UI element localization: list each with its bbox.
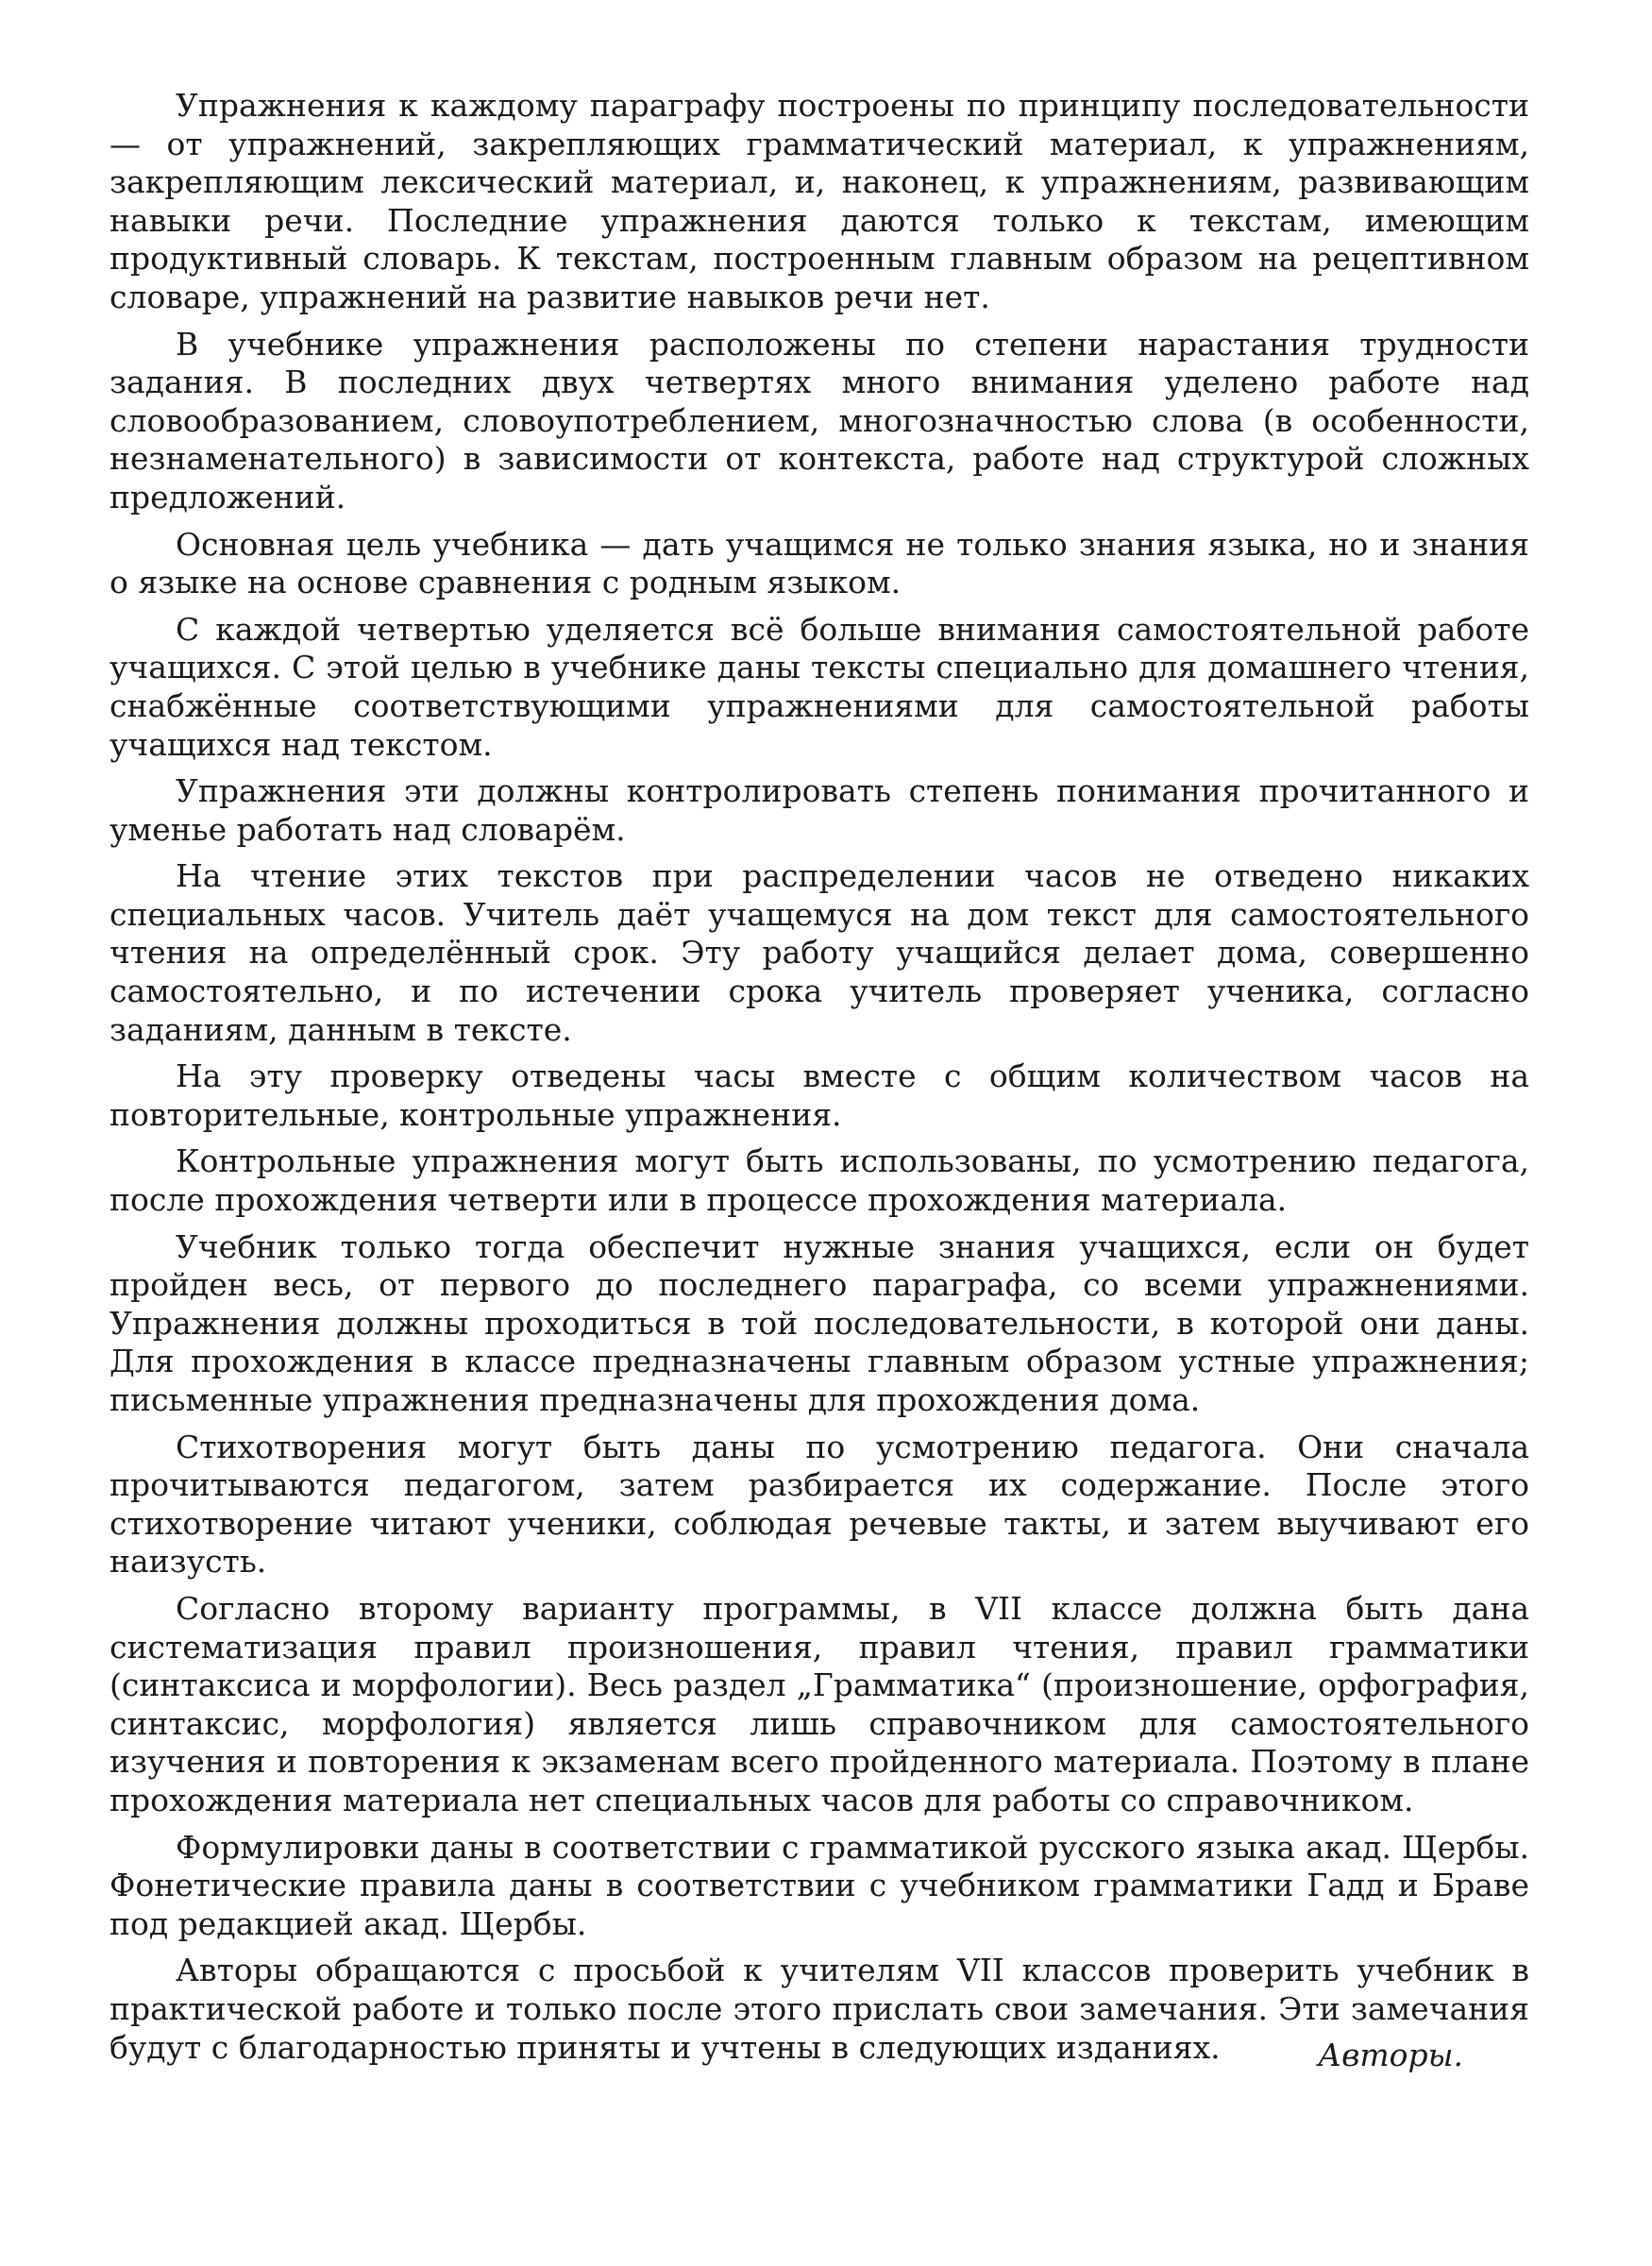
paragraph-poems: Стихотворения могут быть даны по усмотрению педагога. Они сначала прочитываются педагогом, затем разбирается их содержание. После этого стихотворение читают ученики, соблюдая речевые такты, и затем выучивают его наизусть.: [110, 1428, 1529, 1581]
paragraph-exercise-order: Упражнения к каждому параграфу построены по принципу последовательности — от упражнений, закрепляющих грамматический материал, к упражнениям, закрепляющим лексический материал, и, наконец, к упражнениям, развивающим навыки речи. Последние упражнения даются только к текстам, имеющим продуктивный словарь. К текстам, построенным главным образом на рецептивном словаре, упражнений на развитие навыков речи нет.: [110, 87, 1529, 315]
paragraph-control-exercises: Контрольные упражнения могут быть использованы, по усмотрению педагога, после прохождения четверти или в процессе прохождения материала.: [110, 1142, 1529, 1219]
paragraph-textbook-coverage: Учебник только тогда обеспечит нужные знания учащихся, если он будет пройден весь, от первого до последнего параграфа, со всеми упражнениями. Упражнения должны проходиться в той последовательности, в которой они даны. Для прохождения в классе предназначены главным образом устные упражнения; письменные упражнения предназначены для прохождения дома.: [110, 1227, 1529, 1418]
paragraph-home-reading: На чтение этих текстов при распределении часов не отведено никаких специальных часов. Учитель даёт учащемуся на дом текст для самостоятельного чтения на определённый срок. Эту работу учащийся делает дома, совершенно самостоятельно, и по истечении срока учитель проверяет ученика, согласно заданиям, данным в тексте.: [110, 857, 1529, 1048]
paragraph-independent-work: С каждой четвертью уделяется всё больше внимания самостоятельной работе учащихся. С этой целью в учебнике даны тексты специально для домашнего чтения, снабжённые соответствующими упражнениями для самостоятельной работы учащихся над текстом.: [110, 610, 1529, 763]
paragraph-difficulty: В учебнике упражнения расположены по степени нарастания трудности задания. В последних двух четвертях много внимания уделено работе над словообразованием, словоупотреблением, многозначностью слова (в особенности, незнаменательного) в зависимости от контекста, работе над структурой сложных предложений.: [110, 325, 1529, 516]
authors-signature: Авторы.: [1318, 2037, 1463, 2073]
document-body: [110, 87, 1529, 2075]
paragraph-formulations: Формулировки даны в соответствии с грамматикой русского языка акад. Щербы. Фонетические правила даны в соответствии с учебником грамматики Гадд и Браве под редакцией акад. Щербы.: [110, 1828, 1529, 1942]
paragraph-check-hours: На эту проверку отведены часы вместе с общим количеством часов на повторительные, контрольные упражнения.: [110, 1057, 1529, 1133]
paragraph-main-goal: Основная цель учебника — дать учащимся не только знания языка, но и знания о языке на основе сравнения с родным языком.: [110, 525, 1529, 601]
paragraph-grammar-section: Согласно второму варианту программы, в VII классе должна быть дана систематизация правил произношения, правил чтения, правил грамматики (синтаксиса и морфологии). Весь раздел „Грамматика“ (произношение, орфография, синтаксис, морфология) является лишь справочником для самостоятельного изучения и повторения к экзаменам всего пройденного материала. Поэтому в плане прохождения материала нет специальных часов для работы со справочником.: [110, 1589, 1529, 1818]
paragraph-authors-request: Авторы обращаются с просьбой к учителям VII классов проверить учебник в практической работе и только после этого прислать свои замечания. Эти замечания будут с благодарностью приняты и учтены в следующих изданиях.: [110, 1952, 1529, 2066]
paragraph-control-understanding: Упражнения эти должны контролировать степень понимания прочитанного и уменье работать над словарём.: [110, 772, 1529, 848]
